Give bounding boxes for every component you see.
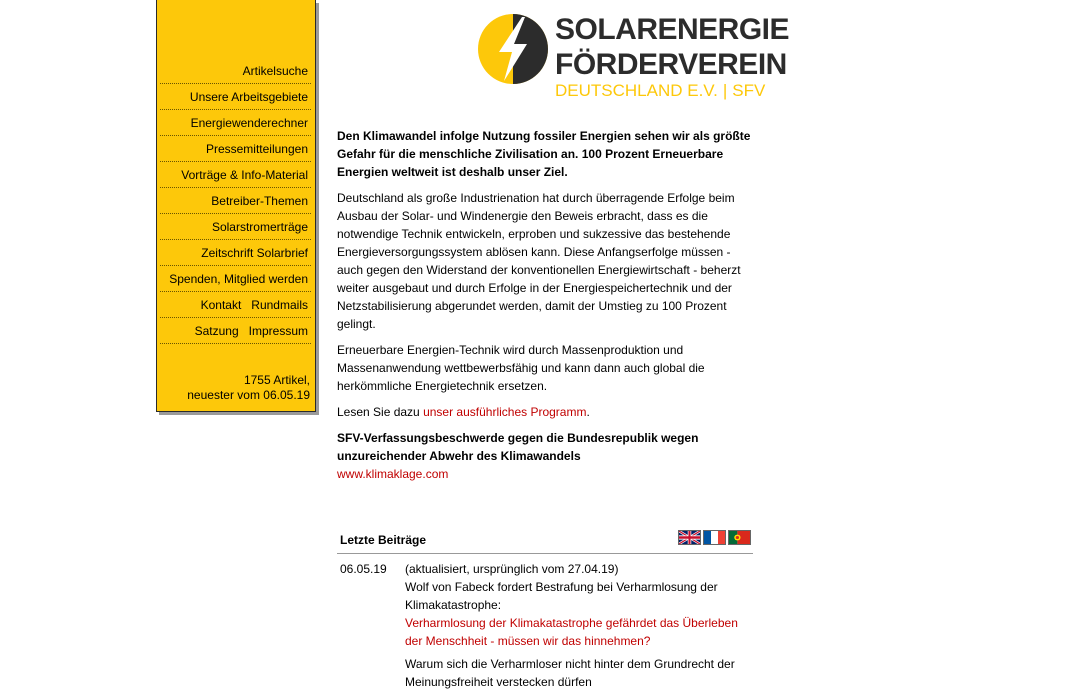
post-entry bbox=[337, 560, 753, 691]
read-prefix: Lesen Sie dazu bbox=[337, 405, 424, 419]
nav-link-artikelsuche[interactable]: Artikelsuche bbox=[242, 64, 308, 78]
post-text-secondary: Warum sich die Verharmloser nicht hinter dem Grundrecht der Meinungsfreiheit verstecken dürfen bbox=[405, 657, 735, 689]
sidebar-nav bbox=[157, 58, 315, 344]
latest-posts-title: Letzte Beiträge bbox=[340, 533, 427, 547]
complaint-heading: SFV-Verfassungsbeschwerde gegen die Bundesrepublik wegen unzureichender Abwehr des Klimawandels bbox=[337, 431, 699, 463]
program-link[interactable]: unser ausführliches Programm bbox=[423, 405, 587, 419]
nav-link-arbeitsgebiete[interactable]: Unsere Arbeitsgebiete bbox=[189, 90, 308, 104]
sfv-logo[interactable] bbox=[477, 12, 790, 104]
paragraph-industrienation: Deutschland als große Industrienation hat durch überragende Erfolge beim Ausbau der Solar- und Windenergie den Beweis erbracht, dass es die notwendige Technik entwickeln, erproben und sukzessive das bestehende Energieversorgungssystem ablösen kann. Diese Anfangserfolge müssen - auch gegen den Widerstand der konventionellen Energiewirtschaft - beherzt weiter ausgebaut und durch Erfolge in der Energiespeichertechnik und der Netzstabilisierung abgerundet werden, damit der Umstieg zu 100 Prozent gelingt. bbox=[337, 191, 741, 331]
post-date: 06.05.19 bbox=[340, 562, 387, 576]
sidebar-item-betreiber-themen bbox=[160, 188, 311, 214]
intro-statement: Den Klimawandel infolge Nutzung fossiler Energien sehen wir als größte Gefahr für die menschliche Zivilisation an. 100 Prozent Erneuerbare Energien weltweit ist deshalb unser Ziel. bbox=[337, 129, 751, 179]
nav-link-kontakt[interactable]: Kontakt bbox=[200, 298, 242, 312]
nav-link-solarbrief[interactable]: Zeitschrift Solarbrief bbox=[201, 246, 308, 260]
logo-line-deutschland bbox=[555, 81, 765, 101]
main-content bbox=[337, 127, 755, 491]
complaint-block bbox=[337, 429, 755, 483]
sidebar-item-solarbrief bbox=[160, 240, 311, 266]
nav-link-vortraege[interactable]: Vorträge & Info-Material bbox=[181, 168, 308, 182]
latest-posts-header bbox=[337, 527, 753, 554]
article-stats bbox=[187, 373, 310, 403]
nav-link-betreiber-themen[interactable]: Betreiber-Themen bbox=[211, 194, 308, 208]
sidebar bbox=[156, 0, 316, 412]
sidebar-item-artikelsuche bbox=[160, 58, 311, 84]
post-body bbox=[405, 560, 753, 691]
post-text: Wolf von Fabeck fordert Bestrafung bei Verharmlosung der Klimakatastrophe: bbox=[405, 580, 718, 612]
nav-link-impressum[interactable]: Impressum bbox=[248, 324, 308, 338]
sidebar-item-pressemitteilungen bbox=[160, 136, 311, 162]
sidebar-item-spenden bbox=[160, 266, 311, 292]
newest-article-date: neuester vom 06.05.19 bbox=[187, 388, 310, 402]
post-update-note: (aktualisiert, ursprünglich vom 27.04.19) bbox=[405, 562, 619, 576]
logo-deutschland-ev: DEUTSCHLAND E.V. bbox=[555, 81, 718, 100]
sidebar-item-vortraege bbox=[160, 162, 311, 188]
article-count: 1755 Artikel, bbox=[243, 373, 310, 387]
nav-link-rundmails[interactable]: Rundmails bbox=[251, 298, 308, 312]
language-flags bbox=[676, 530, 751, 548]
read-program-line bbox=[337, 403, 755, 421]
french-flag-icon[interactable] bbox=[703, 530, 726, 545]
post-link[interactable]: Verharmlosung der Klimakatastrophe gefährdet das Überleben der Menschheit - müssen wir das hinnehmen? bbox=[405, 616, 738, 648]
logo-separator: | bbox=[722, 81, 728, 100]
logo-line-solarenergie: SOLARENERGIE bbox=[555, 13, 790, 46]
sidebar-item-satzung-impressum bbox=[160, 318, 311, 344]
logo-line-foerderverein: FÖRDERVEREIN bbox=[555, 48, 787, 81]
post-intro bbox=[405, 560, 753, 650]
nav-link-satzung[interactable]: Satzung bbox=[194, 324, 239, 338]
latest-posts bbox=[337, 527, 753, 696]
read-suffix: . bbox=[586, 405, 590, 419]
paragraph-massenproduktion: Erneuerbare Energien-Technik wird durch Massenproduktion und Massenanwendung wettbewerbsfähig und kann dann auch global die herkömmliche Energietechnik ersetzen. bbox=[337, 343, 705, 393]
klimaklage-link[interactable]: www.klimaklage.com bbox=[337, 467, 449, 481]
portuguese-flag-icon[interactable] bbox=[728, 530, 751, 545]
nav-link-pressemitteilungen[interactable]: Pressemitteilungen bbox=[205, 142, 308, 156]
nav-link-energiewenderechner[interactable]: Energiewenderechner bbox=[190, 116, 308, 130]
sidebar-item-arbeitsgebiete bbox=[160, 84, 311, 110]
logo-sfv: SFV bbox=[732, 81, 766, 100]
sidebar-item-solarstromertraege bbox=[160, 214, 311, 240]
lightning-sun-icon bbox=[477, 13, 549, 85]
nav-link-spenden[interactable]: Spenden, Mitglied werden bbox=[169, 272, 308, 286]
sidebar-item-kontakt-rundmails bbox=[160, 292, 311, 318]
english-flag-icon[interactable] bbox=[678, 530, 701, 545]
nav-link-solarstromertraege[interactable]: Solarstromerträge bbox=[211, 220, 308, 234]
sidebar-item-energiewenderechner bbox=[160, 110, 311, 136]
